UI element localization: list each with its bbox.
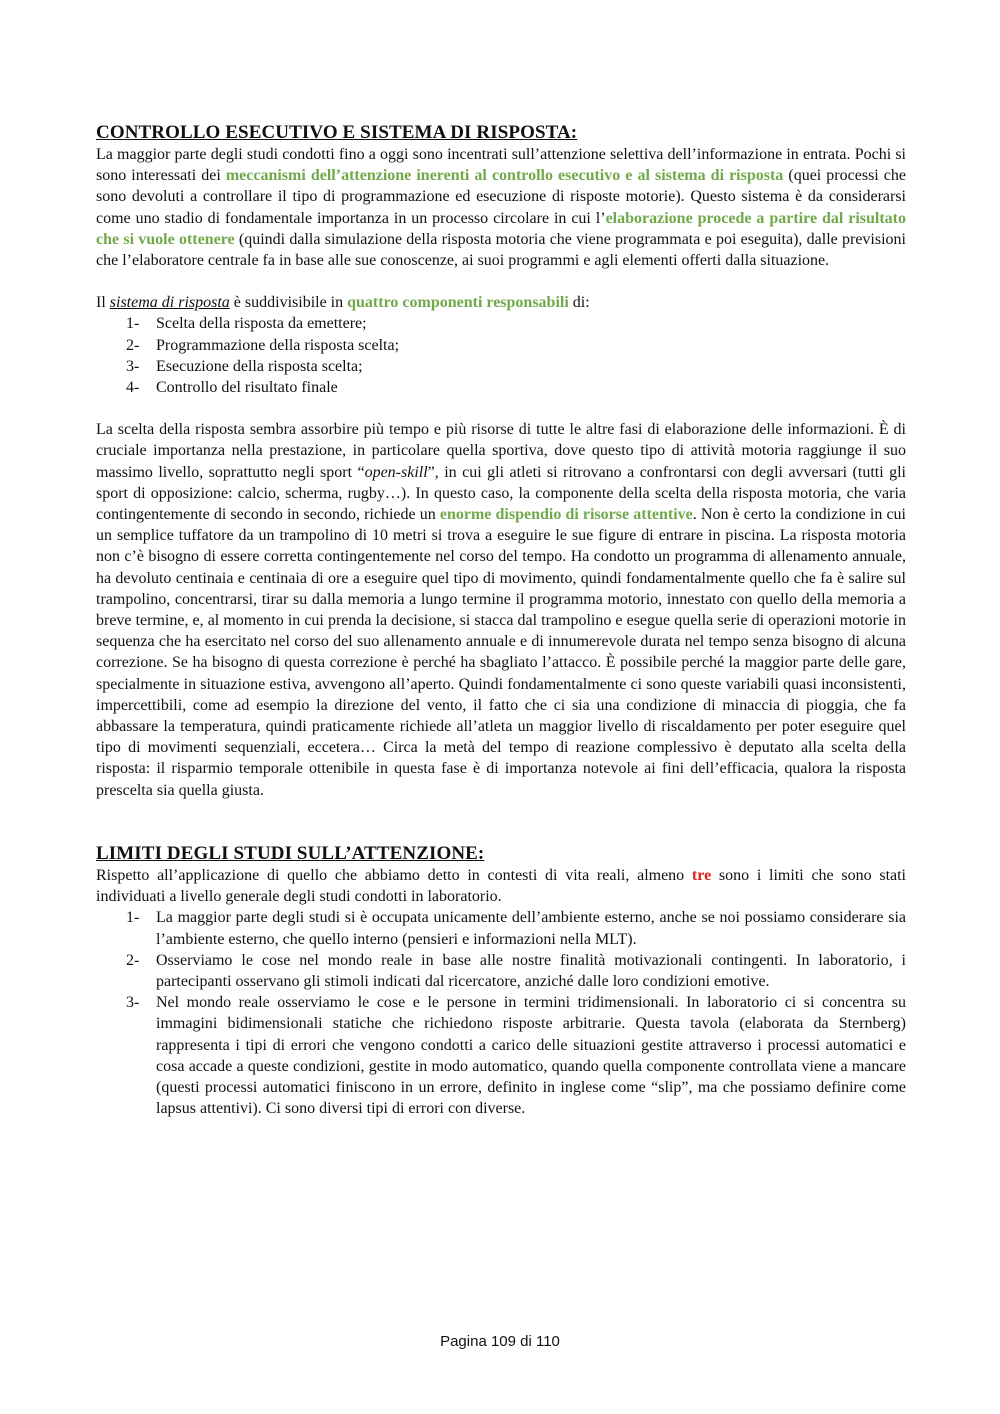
- list-number: 3-: [126, 357, 140, 375]
- highlight-text-red: tre: [691, 866, 712, 884]
- text-run: La maggior parte degli studi condotti fino a oggi sono incentrati sull’attenzione selettiva dell’informazione in entrata. Pochi si sono interessati dei: [96, 146, 906, 185]
- list-item: [96, 377, 906, 398]
- text-run: Rispetto all’applicazione di quello che abbiamo detto in contesti di vita reali, almeno: [96, 866, 692, 884]
- text-run: (quei processi che sono devoluti a controllare il tipo di programmazione ed esecuzione di risposte motorie). Questo sistema è da considerarsi come uno stadio di fondamentale importanza in un processo circolare in cui l’: [96, 167, 906, 227]
- list-text: Nel mondo reale osserviamo le cose e le persone in termini tridimensionali. In laboratorio ci si concentra su immagini bidimensionali statiche che richiedono risposte arbitrarie. Questa tavola (elaborata da Sternberg) rappresenta i tipi di errori che vengono condotti a carico delle situazioni gestite attraverso i processi automatici e cosa accade a queste condizioni, gestite in modo automatico, quando quella componente controllata viene a mancare (questi processi automatici finiscono in un errore, definito in inglese come “slip”, ma che possiamo definire come lapsus attentivi). Ci sono diversi tipi di errori con diverse.: [156, 994, 906, 1118]
- section-heading-controllo-esecutivo: CONTROLLO ESECUTIVO E SISTEMA DI RISPOSTA:: [96, 122, 578, 143]
- text-run: di:: [568, 294, 590, 312]
- list-text: Osserviamo le cose nel mondo reale in base alle nostre finalità motivazionali contingenti. In laboratorio, i partecipanti osservano gli stimoli indicati dal ricercatore, anziché dalle loro condizioni emotive.: [156, 951, 906, 990]
- list-number: 1-: [126, 315, 140, 333]
- paragraph-sistema-risposta: [96, 292, 906, 313]
- emphasis-text: sistema di risposta: [109, 294, 230, 312]
- emphasis-text: open-skill: [364, 463, 428, 481]
- highlight-text: enorme dispendio di risorse attentive: [439, 506, 693, 524]
- list-number: 3-: [126, 994, 140, 1012]
- list-number: 2-: [126, 336, 140, 354]
- highlight-text: quattro componenti responsabili: [347, 294, 569, 312]
- text-run: ”, in cui gli atleti si ritrovano a confrontarsi con degli avversari (tutti gli sport di opposizione: calcio, scherma, rugby…). In questo caso, la componente della scelta della risposta motoria, che varia contingentemente di secondo in secondo, richiede un: [96, 463, 906, 524]
- list-item: [96, 992, 906, 1119]
- text-run: La scelta della risposta sembra assorbire più tempo e più risorse di tutte le altre fasi di elaborazione delle informazioni. È di cruciale importanza nella prestazione, in particolare quella sportiva, dove questo tipo di attività motoria raggiunge il suo massimo livello, soprattutto negli sport “: [96, 421, 906, 481]
- text-run: Il: [96, 294, 110, 312]
- list-text: Scelta della risposta da emettere;: [156, 315, 367, 333]
- paragraph-scelta-risposta: [96, 419, 906, 801]
- text-run: (quindi dalla simulazione della risposta motoria che viene programmata e poi eseguita), dalle previsioni che l’elaboratore centrale fa in base alle sue conoscenze, ai suoi programmi e agli elementi offerti dalla situazione.: [96, 230, 906, 270]
- list-item: [96, 335, 906, 356]
- page-footer: Pagina 109 di 110: [440, 1333, 560, 1350]
- text-run: è suddivisibile in: [229, 294, 348, 312]
- text-run: . Non è certo la condizione in cui un semplice tuffatore da un trampolino di 10 metri si trova a eseguire le sue figure di entrare in piscina. La risposta motoria non c’è bisogno di essere corretta contingentemente nel corso del tempo. Ha condotto un programma di allenamento annuale, ha devoluto centinaia e centinaia di ore a eseguire quel tipo di movimento, quindi fondamentalmente quello che fa è salire sul trampolino, concentrarsi, tirar su dalla memoria a lungo termine il programma motorio, innestato con quello della memoria a breve termine, e, al momento in cui prenda la decisione, si stacca dal trampolino e esegue quella serie di operazioni motorie in sequenza che ha esercitato nel corso del suo allenamento annuale e di innumerevole durata nel tempo senza bisogno di alcuna correzione. Se ha bisogno di questa correzione è perché ha sbagliato l’attacco. È possibile perché la maggior parte delle gare, specialmente in situazione estiva, avvengono all’aperto. Quindi fondamentalmente ci sono queste variabili quasi inconsistenti, impercettibili, come ad esempio la direzione del vento, il fatto che ci sia una condizione di minaccia di pioggia, che fa abbassare la temperatura, quindi praticamente richiede all’atleta un maggior livello di riscaldamento per poter eseguire quel tipo di movimenti sequenziali, eccetera… Circa la metà del tempo di reazione complessivo è deputato alla scelta della risposta: il risparmio temporale ottenibile in questa fase è di importanza notevole ai fini dell’efficacia, qualora la risposta prescelta sia quella giusta.: [96, 506, 906, 799]
- section-heading-limiti: LIMITI DEGLI STUDI SULL’ATTENZIONE:: [96, 842, 485, 864]
- limits-list: [96, 907, 906, 1119]
- list-number: 4-: [126, 379, 140, 397]
- text-run: sono i limiti che sono stati individuati a livello generale degli studi condotti in laboratorio.: [96, 866, 907, 906]
- list-text: Esecuzione della risposta scelta;: [156, 357, 363, 375]
- list-number: 1-: [126, 909, 140, 927]
- list-item: [96, 907, 906, 949]
- highlight-text: meccanismi dell’attenzione inerenti al controllo esecutivo e al sistema di risposta: [225, 167, 784, 185]
- paragraph-intro: [96, 144, 906, 271]
- highlight-text: elaborazione procede a partire dal risultato che si vuole ottenere: [96, 209, 907, 248]
- components-list: [96, 313, 906, 398]
- list-number: 2-: [126, 951, 140, 969]
- list-text: La maggior parte degli studi si è occupata unicamente dell’ambiente esterno, anche se noi possiamo considerare sia l’ambiente esterno, che quello interno (pensieri e informazioni nella MLT).: [156, 909, 906, 948]
- paragraph-limiti-intro: [96, 865, 906, 907]
- list-text: Controllo del risultato finale: [156, 379, 338, 397]
- list-text: Programmazione della risposta scelta;: [156, 336, 400, 354]
- list-item: [96, 950, 906, 992]
- list-item: [96, 313, 906, 334]
- page-content: [96, 122, 906, 1119]
- list-item: [96, 356, 906, 377]
